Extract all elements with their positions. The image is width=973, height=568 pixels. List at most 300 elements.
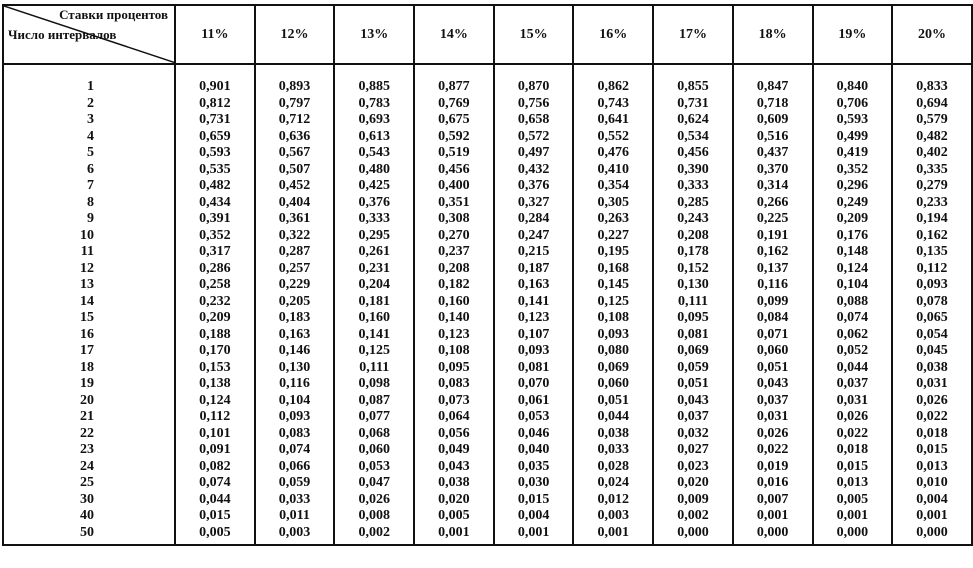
- factor-cell: 0,718: [733, 96, 813, 113]
- factor-cell: 0,033: [573, 442, 653, 459]
- factor-cell: 0,140: [414, 310, 494, 327]
- table-row: [3, 508, 972, 525]
- factor-cell: 0,567: [255, 145, 335, 162]
- factor-cell: 0,480: [334, 162, 414, 179]
- factor-cell: 0,078: [892, 294, 972, 311]
- factor-cell: 0,675: [414, 112, 494, 129]
- factor-cell: 0,124: [813, 261, 893, 278]
- factor-cell: 0,038: [414, 475, 494, 492]
- interval-number-cell: 15: [3, 310, 175, 327]
- factor-cell: 0,712: [255, 112, 335, 129]
- factor-cell: 0,077: [334, 409, 414, 426]
- factor-cell: 0,285: [653, 195, 733, 212]
- factor-cell: 0,152: [653, 261, 733, 278]
- factor-cell: 0,026: [892, 393, 972, 410]
- factor-cell: 0,030: [494, 475, 574, 492]
- factor-cell: 0,572: [494, 129, 574, 146]
- factor-cell: 0,011: [255, 508, 335, 525]
- factor-cell: 0,047: [334, 475, 414, 492]
- factor-cell: 0,391: [175, 211, 255, 228]
- table-row: [3, 393, 972, 410]
- factor-cell: 0,027: [653, 442, 733, 459]
- factor-cell: 0,419: [813, 145, 893, 162]
- rate-header-16-percent: 16%: [573, 5, 653, 64]
- factor-cell: 0,182: [414, 277, 494, 294]
- factor-cell: 0,037: [733, 393, 813, 410]
- factor-cell: 0,093: [255, 409, 335, 426]
- factor-cell: 0,170: [175, 343, 255, 360]
- factor-cell: 0,008: [334, 508, 414, 525]
- factor-cell: 0,068: [334, 426, 414, 443]
- factor-cell: 0,031: [813, 393, 893, 410]
- interval-number-cell: 21: [3, 409, 175, 426]
- factor-cell: 0,641: [573, 112, 653, 129]
- table-row: [3, 277, 972, 294]
- factor-cell: 0,317: [175, 244, 255, 261]
- factor-cell: 0,093: [892, 277, 972, 294]
- interval-number-cell: 23: [3, 442, 175, 459]
- factor-cell: 0,237: [414, 244, 494, 261]
- factor-cell: 0,074: [813, 310, 893, 327]
- factor-cell: 0,093: [494, 343, 574, 360]
- interval-number-cell: 18: [3, 360, 175, 377]
- table-row: [3, 459, 972, 476]
- rate-header-17-percent: 17%: [653, 5, 733, 64]
- factor-cell: 0,497: [494, 145, 574, 162]
- factor-cell: 0,812: [175, 96, 255, 113]
- table-row: [3, 64, 972, 96]
- rate-header-19-percent: 19%: [813, 5, 893, 64]
- table-row: [3, 376, 972, 393]
- factor-cell: 0,002: [334, 525, 414, 546]
- factor-cell: 0,168: [573, 261, 653, 278]
- rate-header-13-percent: 13%: [334, 5, 414, 64]
- factor-cell: 0,049: [414, 442, 494, 459]
- factor-cell: 0,000: [813, 525, 893, 546]
- factor-cell: 0,073: [414, 393, 494, 410]
- factor-cell: 0,061: [494, 393, 574, 410]
- factor-cell: 0,579: [892, 112, 972, 129]
- discount-factor-table-sheet: [2, 4, 971, 566]
- factor-cell: 0,024: [573, 475, 653, 492]
- interval-number-cell: 16: [3, 327, 175, 344]
- factor-cell: 0,901: [175, 64, 255, 96]
- factor-cell: 0,855: [653, 64, 733, 96]
- factor-cell: 0,205: [255, 294, 335, 311]
- factor-cell: 0,769: [414, 96, 494, 113]
- factor-cell: 0,195: [573, 244, 653, 261]
- table-body: [3, 64, 972, 545]
- factor-cell: 0,194: [892, 211, 972, 228]
- factor-cell: 0,354: [573, 178, 653, 195]
- factor-cell: 0,877: [414, 64, 494, 96]
- factor-cell: 0,609: [733, 112, 813, 129]
- factor-cell: 0,003: [573, 508, 653, 525]
- factor-cell: 0,163: [255, 327, 335, 344]
- factor-cell: 0,743: [573, 96, 653, 113]
- factor-cell: 0,249: [813, 195, 893, 212]
- factor-cell: 0,191: [733, 228, 813, 245]
- factor-cell: 0,797: [255, 96, 335, 113]
- table-row: [3, 525, 972, 546]
- factor-cell: 0,482: [892, 129, 972, 146]
- factor-cell: 0,227: [573, 228, 653, 245]
- factor-cell: 0,286: [175, 261, 255, 278]
- table-row: [3, 195, 972, 212]
- factor-cell: 0,456: [414, 162, 494, 179]
- factor-cell: 0,176: [813, 228, 893, 245]
- factor-cell: 0,095: [414, 360, 494, 377]
- factor-cell: 0,022: [892, 409, 972, 426]
- factor-cell: 0,020: [414, 492, 494, 509]
- interval-number-cell: 50: [3, 525, 175, 546]
- factor-cell: 0,125: [334, 343, 414, 360]
- factor-cell: 0,028: [573, 459, 653, 476]
- factor-cell: 0,400: [414, 178, 494, 195]
- factor-cell: 0,018: [892, 426, 972, 443]
- factor-cell: 0,847: [733, 64, 813, 96]
- factor-cell: 0,026: [813, 409, 893, 426]
- factor-cell: 0,437: [733, 145, 813, 162]
- factor-cell: 0,613: [334, 129, 414, 146]
- factor-cell: 0,023: [653, 459, 733, 476]
- factor-cell: 0,257: [255, 261, 335, 278]
- factor-cell: 0,247: [494, 228, 574, 245]
- factor-cell: 0,071: [733, 327, 813, 344]
- factor-cell: 0,001: [813, 508, 893, 525]
- factor-cell: 0,352: [175, 228, 255, 245]
- factor-cell: 0,111: [334, 360, 414, 377]
- factor-cell: 0,032: [653, 426, 733, 443]
- factor-cell: 0,160: [414, 294, 494, 311]
- factor-cell: 0,031: [892, 376, 972, 393]
- factor-cell: 0,215: [494, 244, 574, 261]
- factor-cell: 0,081: [494, 360, 574, 377]
- factor-cell: 0,322: [255, 228, 335, 245]
- factor-cell: 0,069: [573, 360, 653, 377]
- factor-cell: 0,101: [175, 426, 255, 443]
- table-row: [3, 310, 972, 327]
- factor-cell: 0,031: [733, 409, 813, 426]
- factor-cell: 0,694: [892, 96, 972, 113]
- factor-cell: 0,051: [653, 376, 733, 393]
- factor-cell: 0,004: [892, 492, 972, 509]
- factor-cell: 0,266: [733, 195, 813, 212]
- table-row: [3, 343, 972, 360]
- factor-cell: 0,178: [653, 244, 733, 261]
- factor-cell: 0,001: [414, 525, 494, 546]
- rate-header-18-percent: 18%: [733, 5, 813, 64]
- factor-cell: 0,163: [494, 277, 574, 294]
- factor-cell: 0,070: [494, 376, 574, 393]
- factor-cell: 0,074: [255, 442, 335, 459]
- factor-cell: 0,112: [175, 409, 255, 426]
- factor-cell: 0,233: [892, 195, 972, 212]
- factor-cell: 0,706: [813, 96, 893, 113]
- factor-cell: 0,060: [733, 343, 813, 360]
- factor-cell: 0,137: [733, 261, 813, 278]
- factor-cell: 0,145: [573, 277, 653, 294]
- factor-cell: 0,001: [573, 525, 653, 546]
- table-row: [3, 294, 972, 311]
- interval-number-cell: 12: [3, 261, 175, 278]
- interval-number-cell: 4: [3, 129, 175, 146]
- factor-cell: 0,507: [255, 162, 335, 179]
- factor-cell: 0,004: [494, 508, 574, 525]
- factor-cell: 0,404: [255, 195, 335, 212]
- factor-cell: 0,308: [414, 211, 494, 228]
- table-row: [3, 244, 972, 261]
- factor-cell: 0,001: [494, 525, 574, 546]
- interval-number-cell: 17: [3, 343, 175, 360]
- factor-cell: 0,370: [733, 162, 813, 179]
- table-row: [3, 442, 972, 459]
- factor-cell: 0,148: [813, 244, 893, 261]
- factor-cell: 0,124: [175, 393, 255, 410]
- factor-cell: 0,043: [414, 459, 494, 476]
- factor-cell: 0,636: [255, 129, 335, 146]
- factor-cell: 0,052: [813, 343, 893, 360]
- discount-factor-table: [2, 4, 973, 546]
- factor-cell: 0,044: [573, 409, 653, 426]
- factor-cell: 0,015: [175, 508, 255, 525]
- factor-cell: 0,053: [334, 459, 414, 476]
- factor-cell: 0,084: [733, 310, 813, 327]
- factor-cell: 0,284: [494, 211, 574, 228]
- factor-cell: 0,287: [255, 244, 335, 261]
- factor-cell: 0,225: [733, 211, 813, 228]
- factor-cell: 0,402: [892, 145, 972, 162]
- factor-cell: 0,270: [414, 228, 494, 245]
- factor-cell: 0,183: [255, 310, 335, 327]
- interval-number-cell: 9: [3, 211, 175, 228]
- factor-cell: 0,108: [573, 310, 653, 327]
- factor-cell: 0,314: [733, 178, 813, 195]
- factor-cell: 0,043: [653, 393, 733, 410]
- factor-cell: 0,516: [733, 129, 813, 146]
- factor-cell: 0,138: [175, 376, 255, 393]
- factor-cell: 0,038: [892, 360, 972, 377]
- factor-cell: 0,037: [653, 409, 733, 426]
- table-row: [3, 96, 972, 113]
- factor-cell: 0,456: [653, 145, 733, 162]
- factor-cell: 0,658: [494, 112, 574, 129]
- factor-cell: 0,022: [733, 442, 813, 459]
- factor-cell: 0,018: [813, 442, 893, 459]
- table-row: [3, 228, 972, 245]
- factor-cell: 0,135: [892, 244, 972, 261]
- factor-cell: 0,083: [255, 426, 335, 443]
- table-row: [3, 112, 972, 129]
- factor-cell: 0,125: [573, 294, 653, 311]
- interval-number-cell: 40: [3, 508, 175, 525]
- factor-cell: 0,107: [494, 327, 574, 344]
- factor-cell: 0,146: [255, 343, 335, 360]
- factor-cell: 0,000: [653, 525, 733, 546]
- factor-cell: 0,037: [813, 376, 893, 393]
- factor-cell: 0,162: [733, 244, 813, 261]
- factor-cell: 0,010: [892, 475, 972, 492]
- factor-cell: 0,022: [813, 426, 893, 443]
- factor-cell: 0,104: [255, 393, 335, 410]
- factor-cell: 0,091: [175, 442, 255, 459]
- factor-cell: 0,015: [813, 459, 893, 476]
- rate-header-12-percent: 12%: [255, 5, 335, 64]
- factor-cell: 0,035: [494, 459, 574, 476]
- factor-cell: 0,026: [733, 426, 813, 443]
- factor-cell: 0,104: [813, 277, 893, 294]
- factor-cell: 0,033: [255, 492, 335, 509]
- factor-cell: 0,833: [892, 64, 972, 96]
- factor-cell: 0,064: [414, 409, 494, 426]
- factor-cell: 0,003: [255, 525, 335, 546]
- interval-number-cell: 24: [3, 459, 175, 476]
- factor-cell: 0,327: [494, 195, 574, 212]
- factor-cell: 0,130: [653, 277, 733, 294]
- rates-label: Ставки процентов: [59, 7, 168, 22]
- factor-cell: 0,051: [573, 393, 653, 410]
- factor-cell: 0,093: [573, 327, 653, 344]
- rate-header-15-percent: 15%: [494, 5, 574, 64]
- factor-cell: 0,065: [892, 310, 972, 327]
- interval-number-cell: 11: [3, 244, 175, 261]
- interval-number-cell: 8: [3, 195, 175, 212]
- factor-cell: 0,040: [494, 442, 574, 459]
- factor-cell: 0,209: [175, 310, 255, 327]
- factor-cell: 0,116: [255, 376, 335, 393]
- table-row: [3, 145, 972, 162]
- table-row: [3, 261, 972, 278]
- factor-cell: 0,013: [892, 459, 972, 476]
- factor-cell: 0,279: [892, 178, 972, 195]
- factor-cell: 0,059: [653, 360, 733, 377]
- factor-cell: 0,044: [813, 360, 893, 377]
- header-row: [3, 5, 972, 64]
- factor-cell: 0,056: [414, 426, 494, 443]
- factor-cell: 0,009: [653, 492, 733, 509]
- factor-cell: 0,015: [494, 492, 574, 509]
- factor-cell: 0,054: [892, 327, 972, 344]
- factor-cell: 0,059: [255, 475, 335, 492]
- factor-cell: 0,019: [733, 459, 813, 476]
- factor-cell: 0,593: [813, 112, 893, 129]
- factor-cell: 0,659: [175, 129, 255, 146]
- interval-number-cell: 1: [3, 64, 175, 96]
- factor-cell: 0,840: [813, 64, 893, 96]
- factor-cell: 0,005: [175, 525, 255, 546]
- factor-cell: 0,153: [175, 360, 255, 377]
- factor-cell: 0,001: [733, 508, 813, 525]
- corner-header-cell: [3, 5, 175, 64]
- factor-cell: 0,731: [175, 112, 255, 129]
- interval-number-cell: 30: [3, 492, 175, 509]
- table-row: [3, 327, 972, 344]
- factor-cell: 0,051: [733, 360, 813, 377]
- factor-cell: 0,243: [653, 211, 733, 228]
- factor-cell: 0,231: [334, 261, 414, 278]
- factor-cell: 0,080: [573, 343, 653, 360]
- factor-cell: 0,181: [334, 294, 414, 311]
- factor-cell: 0,499: [813, 129, 893, 146]
- factor-cell: 0,208: [414, 261, 494, 278]
- interval-number-cell: 5: [3, 145, 175, 162]
- factor-cell: 0,062: [813, 327, 893, 344]
- factor-cell: 0,783: [334, 96, 414, 113]
- factor-cell: 0,263: [573, 211, 653, 228]
- factor-cell: 0,482: [175, 178, 255, 195]
- factor-cell: 0,305: [573, 195, 653, 212]
- factor-cell: 0,333: [653, 178, 733, 195]
- factor-cell: 0,208: [653, 228, 733, 245]
- factor-cell: 0,209: [813, 211, 893, 228]
- factor-cell: 0,116: [733, 277, 813, 294]
- intervals-label: Число интервалов: [8, 27, 117, 42]
- factor-cell: 0,082: [175, 459, 255, 476]
- factor-cell: 0,352: [813, 162, 893, 179]
- factor-cell: 0,083: [414, 376, 494, 393]
- factor-cell: 0,432: [494, 162, 574, 179]
- factor-cell: 0,013: [813, 475, 893, 492]
- factor-cell: 0,870: [494, 64, 574, 96]
- table-row: [3, 426, 972, 443]
- interval-number-cell: 20: [3, 393, 175, 410]
- interval-number-cell: 10: [3, 228, 175, 245]
- factor-cell: 0,296: [813, 178, 893, 195]
- factor-cell: 0,592: [414, 129, 494, 146]
- factor-cell: 0,043: [733, 376, 813, 393]
- factor-cell: 0,476: [573, 145, 653, 162]
- factor-cell: 0,001: [892, 508, 972, 525]
- factor-cell: 0,434: [175, 195, 255, 212]
- factor-cell: 0,088: [813, 294, 893, 311]
- factor-cell: 0,624: [653, 112, 733, 129]
- table-row: [3, 211, 972, 228]
- factor-cell: 0,026: [334, 492, 414, 509]
- factor-cell: 0,543: [334, 145, 414, 162]
- factor-cell: 0,162: [892, 228, 972, 245]
- factor-cell: 0,044: [175, 492, 255, 509]
- factor-cell: 0,066: [255, 459, 335, 476]
- factor-cell: 0,390: [653, 162, 733, 179]
- factor-cell: 0,333: [334, 211, 414, 228]
- factor-cell: 0,893: [255, 64, 335, 96]
- factor-cell: 0,229: [255, 277, 335, 294]
- factor-cell: 0,552: [573, 129, 653, 146]
- factor-cell: 0,756: [494, 96, 574, 113]
- factor-cell: 0,002: [653, 508, 733, 525]
- factor-cell: 0,074: [175, 475, 255, 492]
- factor-cell: 0,232: [175, 294, 255, 311]
- factor-cell: 0,000: [733, 525, 813, 546]
- factor-cell: 0,410: [573, 162, 653, 179]
- factor-cell: 0,060: [334, 442, 414, 459]
- factor-cell: 0,081: [653, 327, 733, 344]
- factor-cell: 0,016: [733, 475, 813, 492]
- factor-cell: 0,261: [334, 244, 414, 261]
- factor-cell: 0,141: [494, 294, 574, 311]
- interval-number-cell: 3: [3, 112, 175, 129]
- factor-cell: 0,123: [414, 327, 494, 344]
- table-row: [3, 360, 972, 377]
- factor-cell: 0,731: [653, 96, 733, 113]
- factor-cell: 0,015: [892, 442, 972, 459]
- factor-cell: 0,204: [334, 277, 414, 294]
- factor-cell: 0,046: [494, 426, 574, 443]
- table-row: [3, 475, 972, 492]
- factor-cell: 0,053: [494, 409, 574, 426]
- factor-cell: 0,108: [414, 343, 494, 360]
- factor-cell: 0,535: [175, 162, 255, 179]
